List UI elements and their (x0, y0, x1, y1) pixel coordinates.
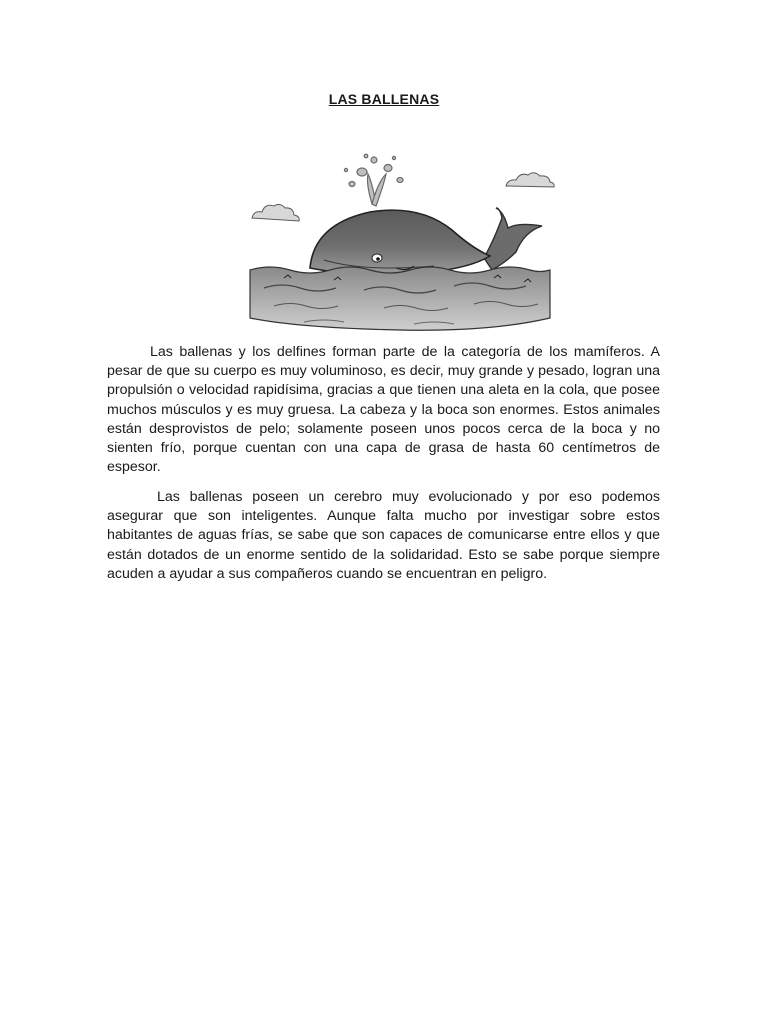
cloud-icon (506, 173, 554, 187)
whale-illustration (244, 150, 556, 332)
cloud-icon (252, 204, 299, 221)
paragraph-1: Las ballenas y los delfines forman parte de la categoría de los mamíferos. A pesar de que su cuerpo es muy voluminoso, es decir, muy grande y pesado, logran una propulsión o velocidad rapidísima, gracias a que tienen una aleta en la cola, que posee muchos músculos y es muy gruesa. La cabeza y la boca son enormes. Estos animales están desprovistos de pelo; solamente poseen unos pocos cerca de la boca y no sienten frío, porque cuentan con una capa de grasa de hasta 60 centímetros de espesor. (107, 344, 660, 476)
paragraph-2: Las ballenas poseen un cerebro muy evolucionado y por eso podemos asegurar que son inteligentes. Aunque falta mucho por investigar sobre estos habitantes de aguas frías, se sabe que son capaces de comunicarse entre ellos y que están dotados de un enorme sentido de la solidaridad. Esto se sabe porque siempre acuden a ayudar a sus compañeros cuando se encuentran en peligro. (107, 489, 660, 582)
document-title: LAS BALLENAS (328, 91, 440, 107)
whale-tail-icon (484, 208, 542, 270)
whale-body-icon (310, 210, 490, 274)
water-spout-icon (344, 154, 403, 206)
waves-icon (250, 267, 550, 330)
